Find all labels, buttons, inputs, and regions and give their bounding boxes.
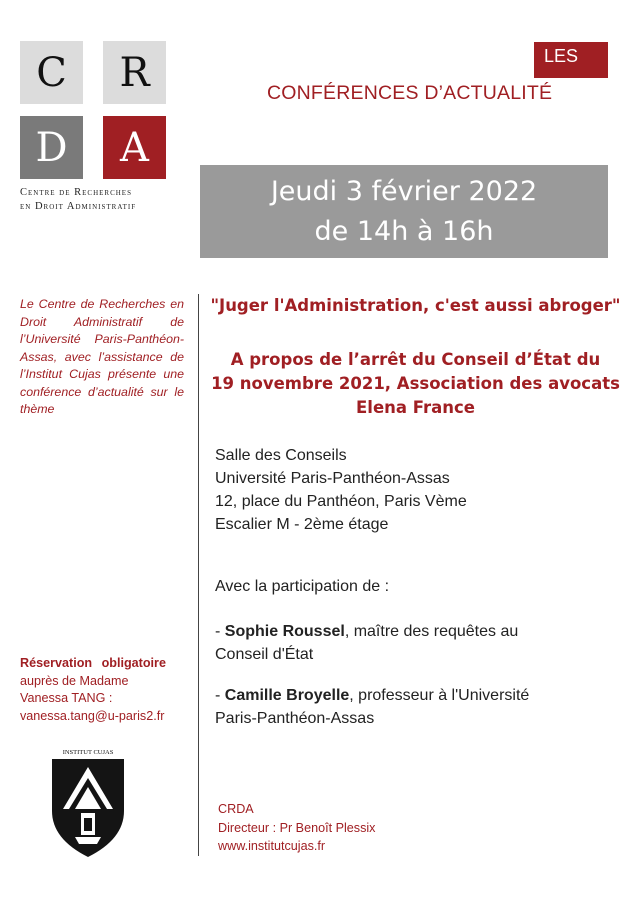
participation-intro: Avec la participation de :: [215, 578, 390, 595]
logo-caption: [20, 186, 170, 214]
speaker-prefix: -: [215, 687, 225, 704]
speaker-name: Camille Broyelle: [224, 687, 350, 704]
speaker-role-continued: Paris-Panthéon-Assas: [215, 710, 375, 727]
reservation-line: Vanessa TANG :: [20, 691, 113, 705]
vertical-divider: [198, 294, 199, 856]
speaker-role: , professeur à l'Université: [349, 687, 530, 704]
subject-line: A propos de l’arrêt du Conseil d’État du: [230, 350, 601, 369]
conference-quote: "Juger l'Administration, c'est aussi abroger": [210, 296, 621, 315]
date-line: Jeudi 3 février 2022: [270, 176, 538, 207]
venue-line: Escalier M - 2ème étage: [215, 516, 389, 533]
footer-org: CRDA: [218, 802, 254, 816]
conference-title: CONFÉRENCES D’ACTUALITÉ: [267, 82, 553, 104]
venue-line: Université Paris-Panthéon-Assas: [215, 470, 450, 487]
subject-line: Elena France: [356, 398, 475, 417]
speaker-role-continued: Conseil d'État: [215, 646, 314, 663]
venue-line: Salle des Conseils: [215, 447, 347, 464]
speaker-prefix: -: [215, 623, 225, 640]
footer: [218, 800, 375, 856]
speaker-role: , maître des requêtes au: [344, 623, 519, 640]
venue-address: [215, 444, 467, 536]
seal-label: INSTITUT CUJAS: [62, 749, 114, 756]
reservation-line: auprès de Madame: [20, 673, 129, 688]
footer-director: Directeur : Pr Benoît Plessix: [218, 820, 376, 835]
time-line: de 14h à 16h: [314, 216, 494, 247]
sidebar-intro: Le Centre de Recherches en Droit Administratif de l’Université Paris-Panthéon-Assas, avec l’assistance de l’Institut Cujas présente une conférence d’actualité sur le thème: [20, 297, 184, 416]
les-badge: LES: [534, 42, 608, 78]
date-box: [200, 165, 608, 258]
conference-subject: [200, 348, 631, 420]
speaker-item: [215, 684, 615, 730]
reservation-email[interactable]: vanessa.tang@u-paris2.fr: [20, 708, 165, 723]
logo-letter-d: D: [20, 116, 83, 179]
institut-cujas-seal-icon: [47, 747, 129, 859]
logo-letter-c: C: [20, 41, 83, 104]
logo-caption-line1: Centre de Recherches: [20, 187, 132, 198]
speaker-item: [215, 620, 615, 666]
logo-letter-r: R: [103, 41, 166, 104]
speaker-name: Sophie Roussel: [224, 623, 345, 640]
reservation-title: Réservation obligatoire: [20, 656, 166, 670]
logo-letter-a: A: [103, 116, 166, 179]
venue-line: 12, place du Panthéon, Paris Vème: [215, 493, 467, 510]
footer-website-link[interactable]: www.institutcujas.fr: [218, 839, 326, 853]
reservation-info: [20, 655, 190, 725]
logo-caption-line2: en Droit Administratif: [20, 201, 137, 212]
subject-line: 19 novembre 2021, Association des avocats: [211, 374, 620, 393]
